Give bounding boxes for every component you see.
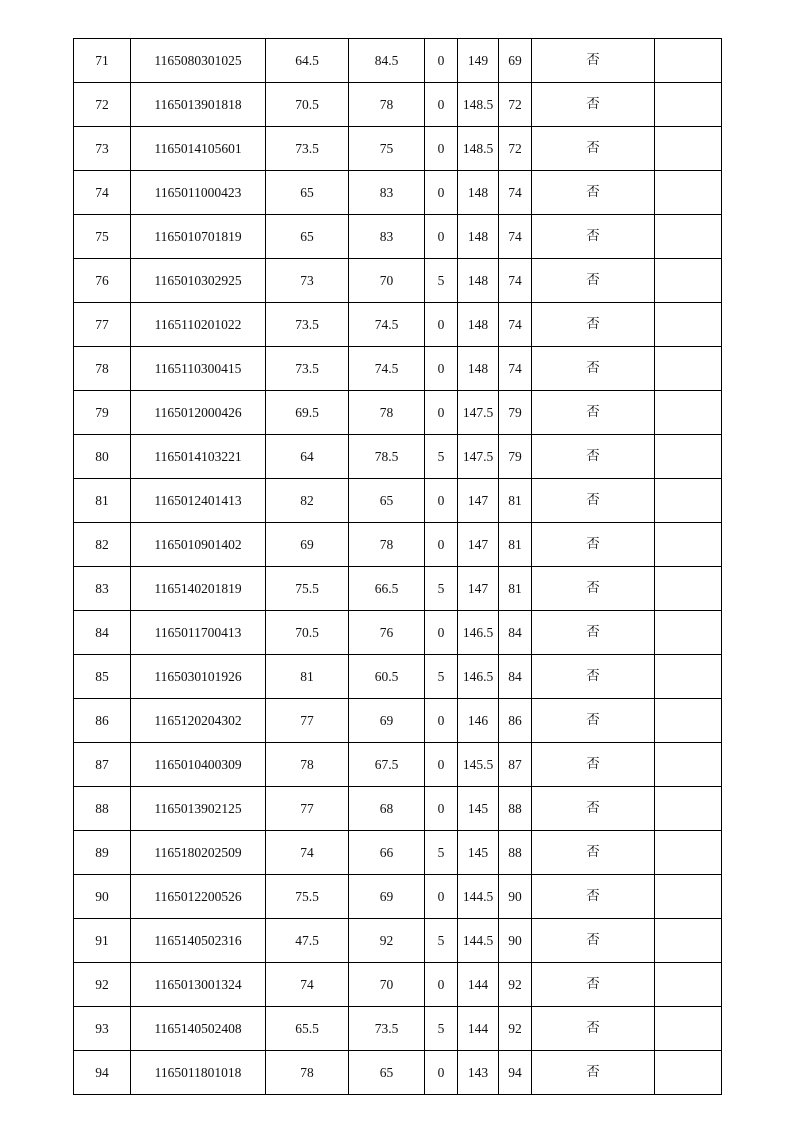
score-a-cell: 73.5 bbox=[266, 347, 349, 391]
score-table bbox=[73, 38, 722, 1095]
score-b-cell: 70 bbox=[349, 259, 425, 303]
flag-cell: 否 bbox=[532, 743, 655, 787]
bonus-cell: 0 bbox=[425, 171, 458, 215]
table-row bbox=[74, 479, 722, 523]
flag-cell: 否 bbox=[532, 259, 655, 303]
total-score-cell: 146 bbox=[458, 699, 499, 743]
bonus-cell: 5 bbox=[425, 831, 458, 875]
table-row bbox=[74, 523, 722, 567]
row-number-cell: 91 bbox=[74, 919, 131, 963]
flag-cell: 否 bbox=[532, 831, 655, 875]
exam-id-cell: 1165080301025 bbox=[131, 39, 266, 83]
row-number-cell: 90 bbox=[74, 875, 131, 919]
exam-id-cell: 1165140201819 bbox=[131, 567, 266, 611]
total-score-cell: 144 bbox=[458, 1007, 499, 1051]
score-b-cell: 65 bbox=[349, 479, 425, 523]
score-a-cell: 75.5 bbox=[266, 875, 349, 919]
table-row bbox=[74, 391, 722, 435]
score-b-cell: 83 bbox=[349, 215, 425, 259]
bonus-cell: 0 bbox=[425, 303, 458, 347]
rank-cell: 81 bbox=[499, 479, 532, 523]
rank-cell: 90 bbox=[499, 875, 532, 919]
table-row bbox=[74, 127, 722, 171]
table-row bbox=[74, 743, 722, 787]
flag-cell: 否 bbox=[532, 963, 655, 1007]
rank-cell: 81 bbox=[499, 567, 532, 611]
score-b-cell: 67.5 bbox=[349, 743, 425, 787]
bonus-cell: 5 bbox=[425, 259, 458, 303]
bonus-cell: 0 bbox=[425, 963, 458, 1007]
score-a-cell: 73 bbox=[266, 259, 349, 303]
row-number-cell: 73 bbox=[74, 127, 131, 171]
total-score-cell: 148.5 bbox=[458, 83, 499, 127]
rank-cell: 94 bbox=[499, 1051, 532, 1095]
exam-id-cell: 1165110300415 bbox=[131, 347, 266, 391]
flag-cell: 否 bbox=[532, 391, 655, 435]
total-score-cell: 147.5 bbox=[458, 391, 499, 435]
total-score-cell: 148 bbox=[458, 303, 499, 347]
flag-cell: 否 bbox=[532, 303, 655, 347]
bonus-cell: 0 bbox=[425, 127, 458, 171]
bonus-cell: 5 bbox=[425, 1007, 458, 1051]
remark-cell bbox=[655, 787, 722, 831]
row-number-cell: 76 bbox=[74, 259, 131, 303]
rank-cell: 88 bbox=[499, 787, 532, 831]
score-b-cell: 65 bbox=[349, 1051, 425, 1095]
row-number-cell: 88 bbox=[74, 787, 131, 831]
total-score-cell: 147 bbox=[458, 523, 499, 567]
score-b-cell: 69 bbox=[349, 875, 425, 919]
score-a-cell: 81 bbox=[266, 655, 349, 699]
rank-cell: 72 bbox=[499, 83, 532, 127]
bonus-cell: 0 bbox=[425, 523, 458, 567]
remark-cell bbox=[655, 171, 722, 215]
score-a-cell: 73.5 bbox=[266, 127, 349, 171]
row-number-cell: 85 bbox=[74, 655, 131, 699]
exam-id-cell: 1165120204302 bbox=[131, 699, 266, 743]
exam-id-cell: 1165011801018 bbox=[131, 1051, 266, 1095]
exam-id-cell: 1165010701819 bbox=[131, 215, 266, 259]
flag-cell: 否 bbox=[532, 171, 655, 215]
rank-cell: 74 bbox=[499, 171, 532, 215]
rank-cell: 79 bbox=[499, 391, 532, 435]
bonus-cell: 0 bbox=[425, 391, 458, 435]
flag-cell: 否 bbox=[532, 83, 655, 127]
remark-cell bbox=[655, 699, 722, 743]
rank-cell: 90 bbox=[499, 919, 532, 963]
row-number-cell: 81 bbox=[74, 479, 131, 523]
score-b-cell: 78 bbox=[349, 391, 425, 435]
score-a-cell: 82 bbox=[266, 479, 349, 523]
total-score-cell: 148 bbox=[458, 171, 499, 215]
total-score-cell: 147.5 bbox=[458, 435, 499, 479]
rank-cell: 81 bbox=[499, 523, 532, 567]
total-score-cell: 148.5 bbox=[458, 127, 499, 171]
score-b-cell: 66.5 bbox=[349, 567, 425, 611]
bonus-cell: 0 bbox=[425, 875, 458, 919]
score-b-cell: 76 bbox=[349, 611, 425, 655]
rank-cell: 74 bbox=[499, 347, 532, 391]
total-score-cell: 148 bbox=[458, 347, 499, 391]
score-a-cell: 65 bbox=[266, 215, 349, 259]
exam-id-cell: 1165014105601 bbox=[131, 127, 266, 171]
score-a-cell: 75.5 bbox=[266, 567, 349, 611]
exam-id-cell: 1165011700413 bbox=[131, 611, 266, 655]
bonus-cell: 0 bbox=[425, 611, 458, 655]
score-table-body bbox=[74, 39, 722, 1095]
exam-id-cell: 1165110201022 bbox=[131, 303, 266, 347]
flag-cell: 否 bbox=[532, 1007, 655, 1051]
table-row bbox=[74, 215, 722, 259]
total-score-cell: 146.5 bbox=[458, 611, 499, 655]
table-row bbox=[74, 435, 722, 479]
score-b-cell: 83 bbox=[349, 171, 425, 215]
remark-cell bbox=[655, 479, 722, 523]
exam-id-cell: 1165010302925 bbox=[131, 259, 266, 303]
score-b-cell: 66 bbox=[349, 831, 425, 875]
rank-cell: 87 bbox=[499, 743, 532, 787]
score-a-cell: 65.5 bbox=[266, 1007, 349, 1051]
row-number-cell: 79 bbox=[74, 391, 131, 435]
rank-cell: 92 bbox=[499, 1007, 532, 1051]
remark-cell bbox=[655, 523, 722, 567]
exam-id-cell: 1165140502408 bbox=[131, 1007, 266, 1051]
table-row bbox=[74, 699, 722, 743]
score-a-cell: 69.5 bbox=[266, 391, 349, 435]
table-row bbox=[74, 567, 722, 611]
rank-cell: 74 bbox=[499, 303, 532, 347]
flag-cell: 否 bbox=[532, 39, 655, 83]
total-score-cell: 144.5 bbox=[458, 919, 499, 963]
score-a-cell: 74 bbox=[266, 831, 349, 875]
remark-cell bbox=[655, 875, 722, 919]
score-a-cell: 64 bbox=[266, 435, 349, 479]
flag-cell: 否 bbox=[532, 699, 655, 743]
flag-cell: 否 bbox=[532, 875, 655, 919]
score-a-cell: 73.5 bbox=[266, 303, 349, 347]
exam-id-cell: 1165013902125 bbox=[131, 787, 266, 831]
flag-cell: 否 bbox=[532, 215, 655, 259]
score-b-cell: 92 bbox=[349, 919, 425, 963]
table-row bbox=[74, 919, 722, 963]
table-row bbox=[74, 787, 722, 831]
row-number-cell: 87 bbox=[74, 743, 131, 787]
score-b-cell: 60.5 bbox=[349, 655, 425, 699]
remark-cell bbox=[655, 1051, 722, 1095]
rank-cell: 74 bbox=[499, 259, 532, 303]
flag-cell: 否 bbox=[532, 127, 655, 171]
total-score-cell: 148 bbox=[458, 215, 499, 259]
remark-cell bbox=[655, 303, 722, 347]
rank-cell: 72 bbox=[499, 127, 532, 171]
row-number-cell: 72 bbox=[74, 83, 131, 127]
table-row bbox=[74, 1007, 722, 1051]
remark-cell bbox=[655, 1007, 722, 1051]
exam-id-cell: 1165010901402 bbox=[131, 523, 266, 567]
row-number-cell: 74 bbox=[74, 171, 131, 215]
rank-cell: 92 bbox=[499, 963, 532, 1007]
remark-cell bbox=[655, 391, 722, 435]
rank-cell: 84 bbox=[499, 655, 532, 699]
rank-cell: 86 bbox=[499, 699, 532, 743]
flag-cell: 否 bbox=[532, 347, 655, 391]
bonus-cell: 0 bbox=[425, 479, 458, 523]
remark-cell bbox=[655, 215, 722, 259]
score-b-cell: 69 bbox=[349, 699, 425, 743]
total-score-cell: 147 bbox=[458, 479, 499, 523]
bonus-cell: 5 bbox=[425, 655, 458, 699]
remark-cell bbox=[655, 963, 722, 1007]
score-a-cell: 77 bbox=[266, 699, 349, 743]
exam-id-cell: 1165013001324 bbox=[131, 963, 266, 1007]
table-row bbox=[74, 83, 722, 127]
score-b-cell: 78 bbox=[349, 83, 425, 127]
score-a-cell: 70.5 bbox=[266, 83, 349, 127]
flag-cell: 否 bbox=[532, 787, 655, 831]
bonus-cell: 0 bbox=[425, 787, 458, 831]
score-a-cell: 69 bbox=[266, 523, 349, 567]
bonus-cell: 0 bbox=[425, 1051, 458, 1095]
table-row bbox=[74, 39, 722, 83]
remark-cell bbox=[655, 83, 722, 127]
rank-cell: 84 bbox=[499, 611, 532, 655]
flag-cell: 否 bbox=[532, 523, 655, 567]
score-a-cell: 78 bbox=[266, 743, 349, 787]
rank-cell: 79 bbox=[499, 435, 532, 479]
total-score-cell: 144.5 bbox=[458, 875, 499, 919]
score-a-cell: 78 bbox=[266, 1051, 349, 1095]
row-number-cell: 80 bbox=[74, 435, 131, 479]
table-row bbox=[74, 655, 722, 699]
rank-cell: 69 bbox=[499, 39, 532, 83]
row-number-cell: 78 bbox=[74, 347, 131, 391]
remark-cell bbox=[655, 919, 722, 963]
score-b-cell: 75 bbox=[349, 127, 425, 171]
flag-cell: 否 bbox=[532, 567, 655, 611]
score-b-cell: 78.5 bbox=[349, 435, 425, 479]
row-number-cell: 71 bbox=[74, 39, 131, 83]
score-a-cell: 74 bbox=[266, 963, 349, 1007]
bonus-cell: 0 bbox=[425, 215, 458, 259]
total-score-cell: 146.5 bbox=[458, 655, 499, 699]
row-number-cell: 89 bbox=[74, 831, 131, 875]
flag-cell: 否 bbox=[532, 1051, 655, 1095]
exam-id-cell: 1165011000423 bbox=[131, 171, 266, 215]
row-number-cell: 92 bbox=[74, 963, 131, 1007]
exam-id-cell: 1165030101926 bbox=[131, 655, 266, 699]
bonus-cell: 0 bbox=[425, 743, 458, 787]
bonus-cell: 0 bbox=[425, 39, 458, 83]
exam-id-cell: 1165012000426 bbox=[131, 391, 266, 435]
remark-cell bbox=[655, 611, 722, 655]
total-score-cell: 149 bbox=[458, 39, 499, 83]
exam-id-cell: 1165010400309 bbox=[131, 743, 266, 787]
row-number-cell: 84 bbox=[74, 611, 131, 655]
total-score-cell: 145 bbox=[458, 787, 499, 831]
score-a-cell: 70.5 bbox=[266, 611, 349, 655]
row-number-cell: 83 bbox=[74, 567, 131, 611]
exam-id-cell: 1165140502316 bbox=[131, 919, 266, 963]
score-b-cell: 74.5 bbox=[349, 303, 425, 347]
row-number-cell: 94 bbox=[74, 1051, 131, 1095]
table-row bbox=[74, 1051, 722, 1095]
table-row bbox=[74, 347, 722, 391]
score-b-cell: 73.5 bbox=[349, 1007, 425, 1051]
score-a-cell: 77 bbox=[266, 787, 349, 831]
total-score-cell: 147 bbox=[458, 567, 499, 611]
exam-id-cell: 1165014103221 bbox=[131, 435, 266, 479]
row-number-cell: 82 bbox=[74, 523, 131, 567]
flag-cell: 否 bbox=[532, 655, 655, 699]
score-b-cell: 74.5 bbox=[349, 347, 425, 391]
row-number-cell: 86 bbox=[74, 699, 131, 743]
table-row bbox=[74, 963, 722, 1007]
total-score-cell: 144 bbox=[458, 963, 499, 1007]
row-number-cell: 93 bbox=[74, 1007, 131, 1051]
table-row bbox=[74, 171, 722, 215]
remark-cell bbox=[655, 127, 722, 171]
score-b-cell: 84.5 bbox=[349, 39, 425, 83]
remark-cell bbox=[655, 39, 722, 83]
exam-id-cell: 1165180202509 bbox=[131, 831, 266, 875]
total-score-cell: 145.5 bbox=[458, 743, 499, 787]
bonus-cell: 0 bbox=[425, 347, 458, 391]
bonus-cell: 5 bbox=[425, 435, 458, 479]
row-number-cell: 77 bbox=[74, 303, 131, 347]
exam-id-cell: 1165013901818 bbox=[131, 83, 266, 127]
rank-cell: 88 bbox=[499, 831, 532, 875]
exam-id-cell: 1165012200526 bbox=[131, 875, 266, 919]
score-a-cell: 47.5 bbox=[266, 919, 349, 963]
total-score-cell: 148 bbox=[458, 259, 499, 303]
score-b-cell: 78 bbox=[349, 523, 425, 567]
remark-cell bbox=[655, 743, 722, 787]
row-number-cell: 75 bbox=[74, 215, 131, 259]
bonus-cell: 5 bbox=[425, 567, 458, 611]
table-row bbox=[74, 303, 722, 347]
remark-cell bbox=[655, 567, 722, 611]
flag-cell: 否 bbox=[532, 479, 655, 523]
bonus-cell: 0 bbox=[425, 699, 458, 743]
flag-cell: 否 bbox=[532, 435, 655, 479]
table-row bbox=[74, 831, 722, 875]
table-row bbox=[74, 611, 722, 655]
bonus-cell: 5 bbox=[425, 919, 458, 963]
table-row bbox=[74, 259, 722, 303]
table-row bbox=[74, 875, 722, 919]
score-b-cell: 70 bbox=[349, 963, 425, 1007]
score-a-cell: 65 bbox=[266, 171, 349, 215]
rank-cell: 74 bbox=[499, 215, 532, 259]
bonus-cell: 0 bbox=[425, 83, 458, 127]
remark-cell bbox=[655, 831, 722, 875]
remark-cell bbox=[655, 347, 722, 391]
score-a-cell: 64.5 bbox=[266, 39, 349, 83]
remark-cell bbox=[655, 435, 722, 479]
remark-cell bbox=[655, 259, 722, 303]
flag-cell: 否 bbox=[532, 611, 655, 655]
total-score-cell: 145 bbox=[458, 831, 499, 875]
flag-cell: 否 bbox=[532, 919, 655, 963]
exam-id-cell: 1165012401413 bbox=[131, 479, 266, 523]
total-score-cell: 143 bbox=[458, 1051, 499, 1095]
remark-cell bbox=[655, 655, 722, 699]
score-b-cell: 68 bbox=[349, 787, 425, 831]
